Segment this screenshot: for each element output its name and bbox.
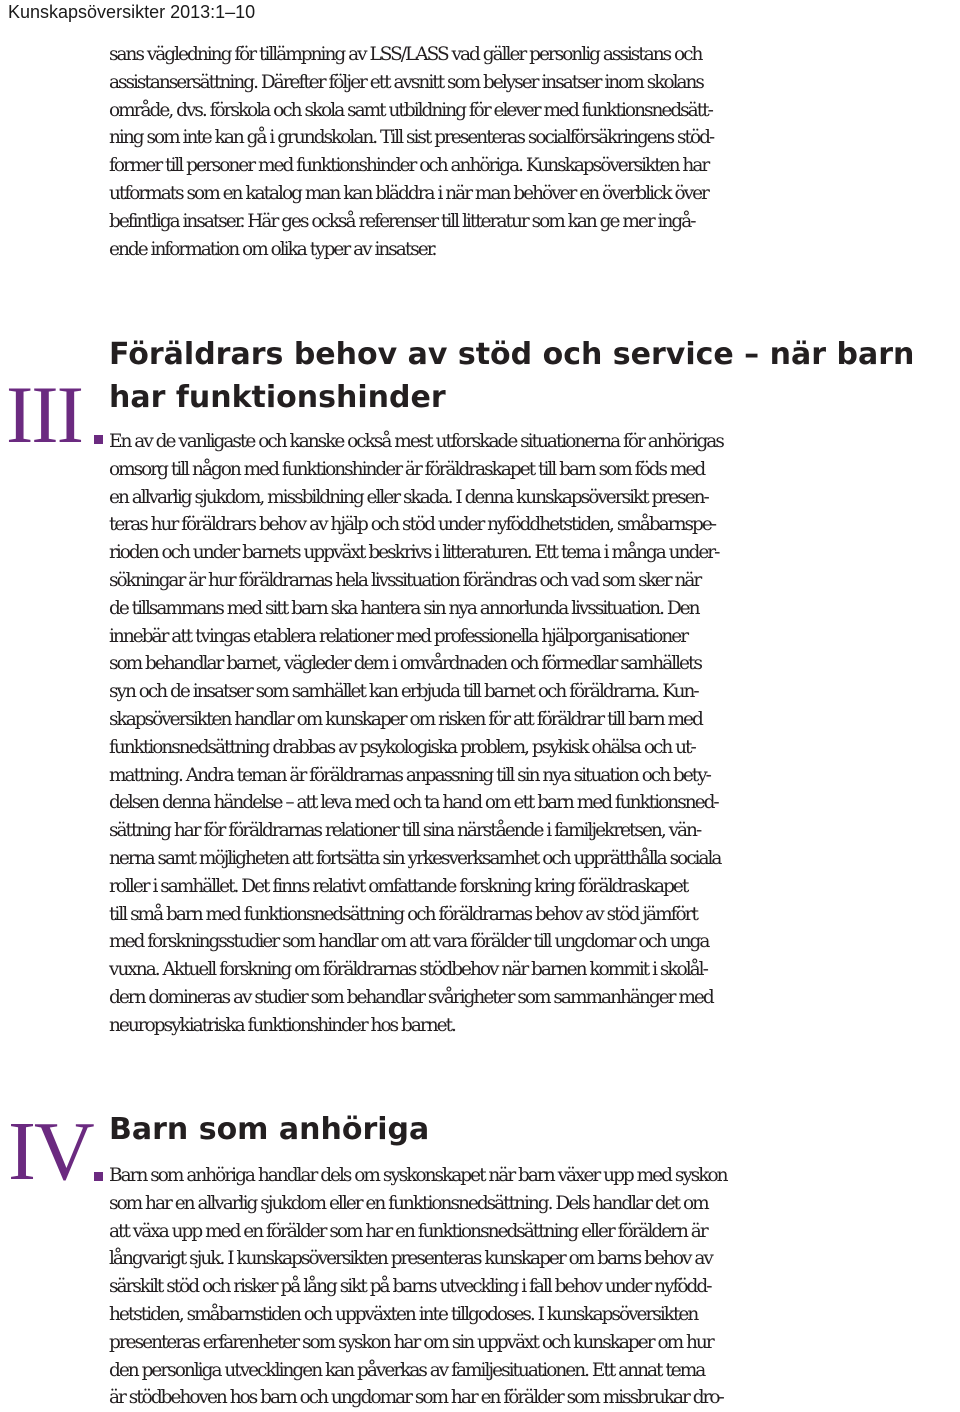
running-head: Kunskapsöversikter 2013:1–10 [8, 2, 256, 22]
text-line: särskilt stöd och risker på lång sikt på barns utveckling i fall behov under nyfödd- [109, 1276, 711, 1298]
text-line: hetstiden, småbarnstiden och uppväxten inte tillgodoses. I kunskapsöversikten [109, 1303, 698, 1325]
text-line: roller i samhället. Det finns relativt omfattande forskning kring föräldraskapet [109, 875, 688, 897]
text-line: former till personer med funktionshinder och anhöriga. Kunskapsöversikten har [109, 155, 709, 177]
text-line: att växa upp med en förälder som har en funktionsnedsättning eller föräldern är [109, 1220, 707, 1242]
text-line: sans vägledning för tillämpning av LSS/LASS vad gäller personlig assistans och [109, 44, 702, 65]
section-body-iv [109, 1162, 959, 1412]
text-line: en allvarlig sjukdom, missbildning eller skada. I denna kunskapsöversikt presen- [109, 486, 708, 508]
heading-line: Föräldrars behov av stöd och service – när barn [109, 337, 915, 372]
text-line: befintliga insatser. Här ges också referenser till litteratur som kan ge mer ingå- [109, 210, 695, 232]
text-line: den personliga utvecklingen kan påverkas av familjesituationen. Ett annat tema [109, 1359, 705, 1381]
intro-paragraph [109, 41, 959, 263]
section-numeral-dot [94, 435, 103, 444]
text-line: rioden och under barnets uppväxt beskrivs i litteraturen. Ett tema i många under- [109, 542, 719, 564]
text-line: med forskningsstudier som handlar om att vara förälder till ungdomar och unga [109, 931, 709, 953]
text-line: En av de vanligaste och kanske också mest utforskade situationerna för anhörigas [109, 431, 723, 452]
text-line: delsen denna händelse – att leva med och ta hand om ett barn med funktionsned- [109, 792, 718, 814]
text-line: innebär att tvingas etablera relationer med professionella hjälporganisationer [109, 625, 688, 647]
heading-line: Barn som anhöriga [109, 1112, 430, 1147]
text-line: omsorg till någon med funktionshinder är föräldraskapet till barn som föds med [109, 458, 705, 480]
text-line: är stödbehoven hos barn och ungdomar som har en förälder som missbrukar dro- [109, 1387, 723, 1409]
text-line: neuropsykiatriska funktionshinder hos barnet. [109, 1014, 455, 1036]
text-line: sättning har för föräldrarnas relationer till sina närstående i familjekretsen, vän- [109, 820, 701, 842]
text-line: nerna samt möjligheten att fortsätta sin yrkesverksamhet och upprätthålla sociala [109, 847, 721, 869]
section-heading-iv [109, 1108, 429, 1151]
text-line: presenteras erfarenheter som syskon har om sin uppväxt och kunskaper om hur [109, 1331, 713, 1353]
text-line: mattning. Andra teman är föräldrarnas anpassning till sin nya situation och bety- [109, 764, 710, 786]
section-numeral-iii: III [6, 369, 82, 460]
text-line: Barn som anhöriga handlar dels om syskonskapet när barn växer upp med syskon [109, 1165, 727, 1186]
text-line: sökningar är hur föräldrarnas hela livssituation förändras och vad som sker när [109, 569, 701, 591]
text-line: ende information om olika typer av insatser. [109, 238, 436, 260]
text-line: utformats som en katalog man kan bläddra i när man behöver en överblick över [109, 182, 708, 204]
text-line: långvarigt sjuk. I kunskapsöversikten presenteras kunskaper om barns behov av [109, 1248, 712, 1270]
section-numeral-dot [94, 1172, 103, 1181]
section-heading-iii [109, 333, 914, 419]
text-line: till små barn med funktionsnedsättning och föräldrarnas behov av stöd jämfört [109, 903, 697, 925]
text-line: som behandlar barnet, vägleder dem i omvårdnaden och förmedlar samhällets [109, 653, 701, 675]
text-line: område, dvs. förskola och skola samt utbildning för elever med funktionsnedsätt- [109, 99, 712, 121]
text-line: dern domineras av studier som behandlar svårigheter som sammanhänger med [109, 986, 713, 1008]
section-body-iii [109, 428, 959, 1040]
text-line: syn och de insatser som samhället kan erbjuda till barnet och föräldrarna. Kun- [109, 681, 698, 703]
text-line: vuxna. Aktuell forskning om föräldrarnas stödbehov när barnen kommit i skolål- [109, 959, 707, 981]
text-line: assistansersättning. Därefter följer ett avsnitt som belyser insatser inom skolans [109, 71, 703, 93]
text-line: skapsöversikten handlar om kunskaper om risken för att föräldrar till barn med [109, 708, 702, 730]
heading-line: har funktionshinder [109, 380, 446, 415]
text-line: funktionsnedsättning drabbas av psykologiska problem, psykisk ohälsa och ut- [109, 736, 695, 758]
text-line: de tillsammans med sitt barn ska hantera sin nya annorlunda livssituation. Den [109, 597, 699, 619]
text-line: som har en allvarlig sjukdom eller en funktionsnedsättning. Dels handlar det om [109, 1192, 708, 1214]
text-line: teras hur föräldrars behov av hjälp och stöd under nyföddhetstiden, småbarnspe- [109, 514, 716, 536]
text-line: ning som inte kan gå i grundskolan. Till sist presenteras socialförsäkringens stöd- [109, 127, 714, 149]
section-numeral-iv: IV [8, 1105, 93, 1198]
